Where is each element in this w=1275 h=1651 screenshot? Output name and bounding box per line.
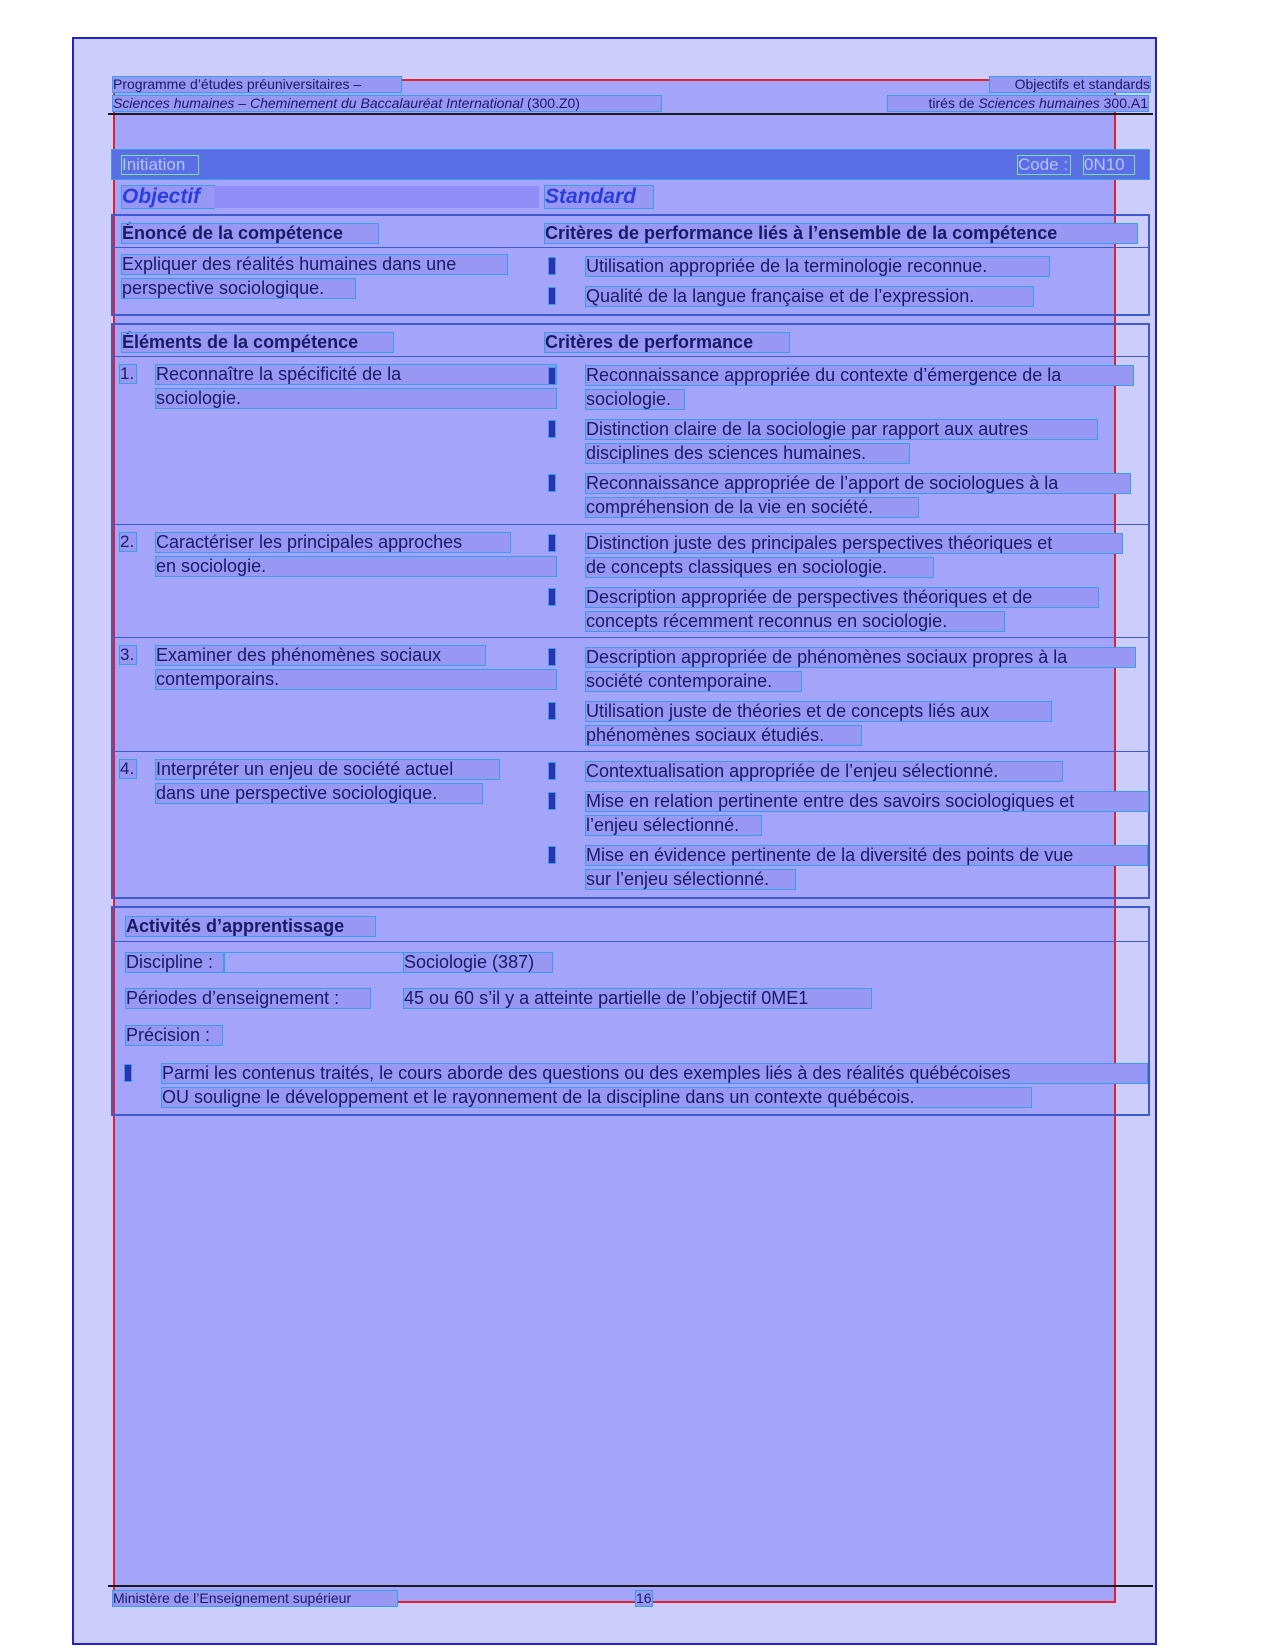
element-3-criterion-bullet — [549, 703, 555, 719]
header-source-a: tirés de — [928, 95, 979, 111]
element-4-criterion-2-line-1: Mise en relation pertinente entre des savoirs sociologiques et — [586, 792, 1148, 811]
element-2-line-2: en sociologie. — [156, 557, 556, 576]
course-code-value: 0N10 — [1084, 156, 1134, 174]
discipline-label: Discipline : — [126, 953, 224, 972]
element-1-line-1: Reconnaître la spécificité de la — [156, 365, 556, 384]
course-code-label: Code : — [1018, 155, 1069, 174]
element-4-criterion-1-line-1: Contextualisation appropriée de l’enjeu sélectionné. — [586, 762, 1062, 781]
standard-column-title: Standard — [545, 186, 653, 208]
element-1-criterion-1-line-1: Reconnaissance appropriée du contexte d’émergence de la — [586, 366, 1133, 385]
footer-ministry: Ministère de l’Enseignement supérieur — [113, 1591, 397, 1606]
competence-statement-heading: Énoncé de la compétence — [122, 224, 378, 243]
discipline-value: Sociologie (387) — [404, 953, 552, 972]
header-source-b: Sciences humaines — [978, 95, 1100, 111]
competence-criteria-heading: Critères de performance liés à l’ensemble de la compétence — [545, 224, 1137, 243]
element-3-criterion-bullet — [549, 649, 555, 665]
element-3-criterion-2-line-1: Utilisation juste de théories et de concepts liés aux — [586, 702, 1051, 721]
element-2-criterion-2-line-2: concepts récemment reconnus en sociologie. — [586, 612, 1004, 631]
element-3-criterion-2-line-2: phénomènes sociaux étudiés. — [586, 726, 861, 745]
element-2-criterion-bullet — [549, 535, 555, 551]
element-1-criterion-1-line-2: sociologie. — [586, 390, 684, 409]
header-program-line: Programme d’études préuniversitaires – — [113, 77, 401, 92]
competence-statement-line-1: Expliquer des réalités humaines dans une — [122, 255, 507, 274]
element-4-line-2: dans une perspective sociologique. — [156, 784, 482, 803]
competence-criterion-2: Qualité de la langue française et de l’expression. — [586, 287, 1033, 306]
activities-heading: Activités d’apprentissage — [126, 917, 375, 936]
objective-column-underlay — [214, 186, 539, 208]
header-source — [888, 96, 1148, 111]
footer-page-number: 16 — [636, 1590, 652, 1606]
element-2-criterion-2-line-1: Description appropriée de perspectives théoriques et de — [586, 588, 1098, 607]
element-2-number: 2. — [120, 532, 135, 551]
element-1-number: 1. — [120, 364, 135, 383]
element-2-criterion-bullet — [549, 589, 555, 605]
element-4-criterion-bullet — [549, 763, 555, 779]
objective-column-title: Objectif — [122, 186, 214, 208]
element-3-line-2: contemporains. — [156, 670, 556, 689]
competence-criterion-bullet — [549, 288, 555, 304]
competence-statement-line-2: perspective sociologique. — [122, 279, 355, 298]
competence-criterion-1: Utilisation appropriée de la terminologie reconnue. — [586, 257, 1049, 276]
header-program-title — [113, 96, 661, 111]
activities-header-divider — [112, 941, 1149, 942]
element-1-criterion-bullet — [549, 475, 555, 491]
header-program-title-c: Cheminement du Baccalauréat International — [249, 95, 524, 111]
element-4-criterion-3-line-2: sur l’enjeu sélectionné. — [586, 870, 795, 889]
element-1-criterion-2-line-1: Distinction claire de la sociologie par rapport aux autres — [586, 420, 1097, 439]
precision-label: Précision : — [126, 1026, 222, 1045]
course-banner — [111, 149, 1150, 180]
element-4-number: 4. — [120, 759, 135, 778]
element-4-criterion-3-line-1: Mise en évidence pertinente de la diversité des points de vue — [586, 846, 1147, 865]
header-rule — [108, 113, 1153, 115]
element-3-number: 3. — [120, 645, 135, 664]
elements-row-divider-3 — [112, 751, 1149, 752]
footer-rule — [108, 1585, 1153, 1587]
discipline-gap — [224, 953, 404, 972]
activities-table — [111, 906, 1150, 1116]
header-program-title-d: (300.Z0) — [523, 95, 580, 111]
precision-line-1: Parmi les contenus traités, le cours aborde des questions ou des exemples liés à des réalités québécoises — [162, 1064, 1147, 1083]
element-2-criterion-1-line-1: Distinction juste des principales perspectives théoriques et — [586, 534, 1122, 553]
element-1-criterion-bullet — [549, 421, 555, 437]
periods-label: Périodes d’enseignement : — [126, 989, 370, 1008]
element-1-criterion-2-line-2: disciplines des sciences humaines. — [586, 444, 909, 463]
precision-bullet — [125, 1065, 131, 1081]
element-2-criterion-1-line-2: de concepts classiques en sociologie. — [586, 558, 933, 577]
course-title: Initiation — [122, 156, 198, 174]
header-program-title-b: – — [234, 95, 250, 111]
element-1-line-2: sociologie. — [156, 389, 556, 408]
elements-header-divider — [112, 356, 1149, 357]
elements-criteria-heading: Critères de performance — [545, 333, 789, 352]
element-2-line-1: Caractériser les principales approches — [156, 533, 510, 552]
element-1-criterion-3-line-1: Reconnaissance appropriée de l’apport de sociologues à la — [586, 474, 1130, 493]
periods-value: 45 ou 60 s’il y a atteinte partielle de l’objectif 0ME1 — [404, 989, 871, 1008]
competence-header-divider — [112, 247, 1149, 248]
element-3-line-1: Examiner des phénomènes sociaux — [156, 646, 485, 665]
element-3-criterion-1-line-1: Description appropriée de phénomènes sociaux propres à la — [586, 648, 1135, 667]
element-4-criterion-bullet — [549, 847, 555, 863]
element-1-criterion-3-line-2: compréhension de la vie en société. — [586, 498, 918, 517]
header-program-title-a: Sciences humaines — [113, 95, 235, 111]
competence-criterion-bullet — [549, 258, 555, 274]
header-objectives-label: Objectifs et standards — [990, 77, 1150, 92]
precision-line-2: OU souligne le développement et le rayonnement de la discipline dans un contexte québécois. — [162, 1088, 1031, 1107]
elements-row-divider-1 — [112, 524, 1149, 525]
element-4-criterion-bullet — [549, 793, 555, 809]
element-4-line-1: Interpréter un enjeu de société actuel — [156, 760, 499, 779]
element-1-criterion-bullet — [549, 368, 555, 384]
elements-heading: Éléments de la compétence — [122, 333, 393, 352]
element-4-criterion-2-line-2: l’enjeu sélectionné. — [586, 816, 761, 835]
element-3-criterion-1-line-2: société contemporaine. — [586, 672, 801, 691]
header-source-c: 300.A1 — [1099, 95, 1148, 111]
elements-row-divider-2 — [112, 637, 1149, 638]
